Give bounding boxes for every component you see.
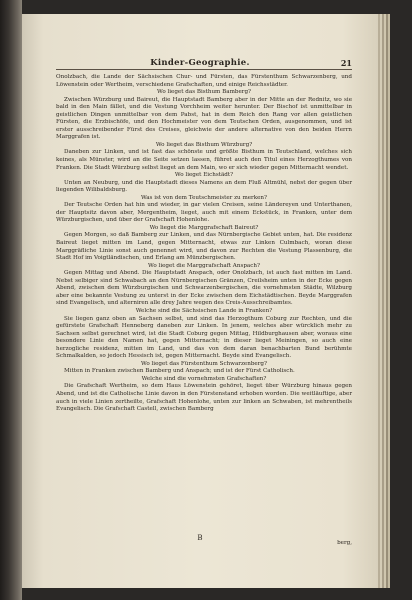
body-paragraph: Mitten in Franken zwischen Bamberg und Anspach; und ist der Fürst Catholisch. (64, 368, 295, 375)
book-page (22, 14, 378, 588)
book-spine-edge (0, 0, 22, 600)
section-question: Wo lieget das Bisthum Würzburg? (155, 141, 253, 148)
body-paragraph: Daneben zur Linken, und ist fast das schönste und größte Bisthum in Teutschland, welches sich keines, als Münster, wird an die Seite setzen lassen, führet auch den Titul eines Herzogthumes von Franken. Die Stadt Würzburg selbst lieget an dem Main, wo er sich wieder gegen Mitternacht wendet. (56, 149, 352, 171)
body-paragraph: Sie liegen ganz oben an Sachsen selbst, und sind das Herzogthum Coburg zur Rechten, und die gefürstete Grafschaft Henneberg daneben zur Linken. In jenem, welches aber würcklich mehr zu Sachsen selbst gerechnet wird, ist die Stadt Coburg gegen Mittag, Hildburghausen aber, woraus eine besondere Linie den Namen hat, gegen Mitternacht; in dieser lieget Meiningen, so auch eine herzogliche residenz, mitten im Land, und das von dem daran benachbarten Bund berühmte Schmalkalden, so jedoch Hessisch ist, gegen Mitternacht. Beyde sind Evangelisch. (56, 315, 352, 360)
page-body (56, 74, 352, 414)
body-paragraph: Onolzbach, die Lande der Sächsischen Chur- und Fürsten, das Fürstenthum Schwarzenberg, und Löwenstein oder Wertheim, verschiedene Grafschaften, und einige Reichsstädter. (56, 74, 352, 88)
body-paragraph: Der Teutsche Orden hat hin und wieder, in gar vielen Creisen, seine Ländereyen und Unterthanen, der Hauptsitz davon aber, Mergentheim, lieget, auch mit einem Eckstück, in Franken, unter dem Würzburgischen, und über der Grafschaft Hohenlohe. (56, 202, 352, 224)
body-paragraph: Gegen Mittag und Abend. Die Hauptstadt Anspach, oder Onolzbach, ist auch fast mitten im Land. Nebst selbiger sind Schwabach an den Nürnbergischen Gränzen, Creilsheim unten in der Ecke gegen Abend, zwischen dem Würzburgischen und Schwarzenbergischen, die vornehmsten Städte, Wilzburg aber eine bekannte Vestung zu unterst in der Ecke zwischen dem Eichstädtischen. Beyde Marggrafen sind Evangelisch, und alterniren alle drey Jahre wegen des Creis-Ausschreibamtes. (56, 270, 352, 307)
signature-mark: B (197, 534, 203, 542)
section-question: Wo lieget die Marggrafschaft Baireut? (149, 224, 259, 231)
body-paragraph: Gegen Morgen, so daß Bamberg zur Linken, und das Nürnbergische Gebiet unten, hat. Die residenz Baireut lieget mitten im Land, gegen Mitternacht, etwas zur Linken Culmbach, woran diese Marggräfliche Linie sonst auch genennet wird, und davon zur Rechten die Vestung Plassenburg, die Stadt Hof im Voigtländischen, und Erlang am Münzbergischen. (56, 232, 352, 262)
catchword: berg, (337, 540, 352, 546)
section-question: Welche sind die vornehmsten Grafschaften? (141, 375, 267, 382)
section-question: Was ist von dem Teutschmeister zu merken? (140, 194, 268, 201)
page-header (22, 58, 378, 72)
header-rule (56, 69, 352, 70)
section-question: Welche sind die Sächsischen Lande in Franken? (135, 307, 273, 314)
section-question: Wo lieget die Marggrafschaft Anspach? (148, 262, 260, 269)
section-question: Wo lieget Eichstädt? (174, 172, 234, 179)
page-number: 21 (340, 58, 352, 68)
body-paragraph: Zwischen Würzburg und Baireut, die Hauptstadt Bamberg aber in der Mitte an der Rednitz, wo sie bald in den Main fället, und die Vestung Vorchheim weiter herunter. Der Bischof ist unmittelbar in geistlichen Dingen unmittelbar von dem Pabst, hat in dem Reich den Rang vor allen geistlichen Fürsten, die Erzbischöfe, und den Hochmeister von dem Teutschen Orden, ausgenommen, und ist erster ausschreibender Fürst des Creises, gleichwie der andere alternative von den beiden Herrn Marggrafen ist. (56, 96, 352, 141)
running-title: Kinder-Geographie. (150, 58, 250, 68)
body-paragraph: Unten an Neuburg, und die Hauptstadt dieses Namens an dem Fluß Altmühl, nebst der gegen über liegenden Wilibaldsburg. (56, 179, 352, 194)
section-question: Wo lieget das Bisthum Bamberg? (156, 89, 252, 96)
body-paragraph: Die Grafschaft Wertheim, so dem Haus Löwenstein gehöret, lieget über Würzburg hinaus gegen Abend, und ist die Catholische Linie davon in den Fürstenstand erhoben worden. Die weitläuftige, aber auch in viele Linien zertheilte, Grafschaft Hohenlohe, unten zur linken an Schwaben, ist mehrentheils Evangelisch. Die Grafschaft Castell, zwischen Bamberg (56, 383, 352, 413)
section-question: Wo lieget das Fürstenthum Schwarzenberg? (141, 360, 267, 367)
